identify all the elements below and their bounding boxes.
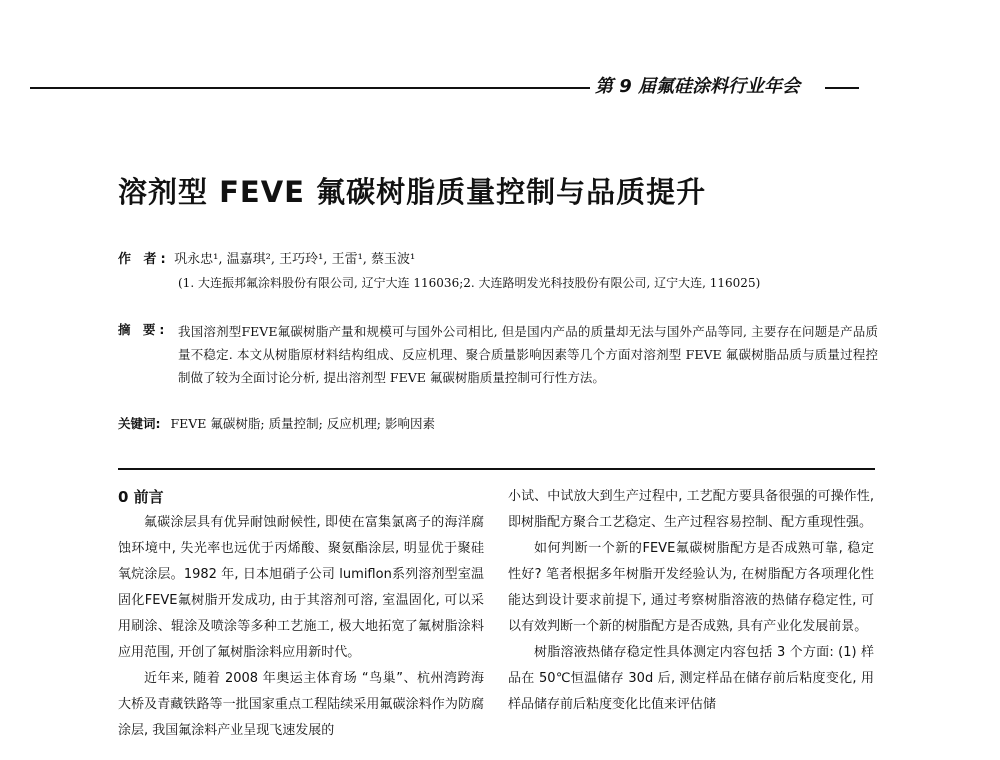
- body-paragraph: 氟碳涂层具有优异耐蚀耐候性, 即使在富集氯离子的海洋腐蚀环境中, 失光率也远优于丙烯酸、聚氨酯涂层, 明显优于聚硅氧烷涂层。1982 年, 日本旭硝子公司 lumiflon系列溶剂型室温固化FEVE氟树脂开发成功, 由于其溶剂可溶, 室温固化, 可以采用刷涂、辊涂及喷涂等多种工艺施工, 极大地拓宽了氟树脂涂料应用范围, 开创了氟树脂涂料应用新时代。: [118, 515, 484, 660]
- authors-label: 作 者:: [118, 252, 170, 267]
- keywords-label: 关键词:: [118, 416, 161, 431]
- body-paragraph: 近年来, 随着 2008 年奥运主体育场 “鸟巢”、杭州湾跨海大桥及青藏铁路等一批国家重点工程陆续采用氟碳涂料作为防腐涂层, 我国氟涂料产业呈现飞速发展的: [118, 671, 484, 738]
- author-names: 巩永忠¹, 温嘉琪², 王巧玲¹, 王雷¹, 蔡玉波¹: [174, 252, 416, 267]
- body-column-left: [118, 484, 484, 744]
- affiliations: (1. 大连振邦氟涂料股份有限公司, 辽宁大连 116036;2. 大连路明发光科技股份有限公司, 辽宁大连, 116025): [178, 276, 761, 290]
- section-divider: [118, 468, 875, 470]
- keywords: [118, 414, 435, 432]
- running-head-text: 第 9 届氟硅涂料行业年会: [595, 76, 801, 97]
- section-heading: 0 前言: [118, 488, 164, 506]
- running-head-tail-rule: [825, 87, 859, 89]
- body-paragraph: 如何判断一个新的FEVE氟碳树脂配方是否成熟可靠, 稳定性好? 笔者根据多年树脂开发经验认为, 在树脂配方各项理化性能达到设计要求前提下, 通过考察树脂溶液的热储存稳定性, 可以有效判断一个新的树脂配方是否成熟, 具有产业化发展前景。: [508, 541, 874, 634]
- paper-title: 溶剂型 FEVE 氟碳树脂质量控制与品质提升: [118, 175, 707, 209]
- body-column-right: [508, 484, 874, 718]
- authors-line: [118, 248, 415, 267]
- abstract: [118, 320, 878, 389]
- body-paragraph: 小试、中试放大到生产过程中, 工艺配方要具备很强的可操作性, 即树脂配方聚合工艺稳定、生产过程容易控制、配方重现性强。: [508, 489, 874, 530]
- running-head: [30, 70, 830, 98]
- running-head-rule: [30, 87, 590, 89]
- abstract-label: 摘 要:: [118, 322, 169, 337]
- abstract-text: 我国溶剂型FEVE氟碳树脂产量和规模可与国外公司相比, 但是国内产品的质量却无法与国外产品等同, 主要存在问题是产品质量不稳定. 本文从树脂原材料结构组成、反应机理、聚合质量影响因素等几个方面对溶剂型 FEVE 氟碳树脂品质与质量过程控制做了较为全面讨论分析, 提出溶剂型 FEVE 氟碳树脂质量控制可行性方法。: [178, 324, 878, 385]
- keywords-text: FEVE 氟碳树脂; 质量控制; 反应机理; 影响因素: [170, 416, 435, 431]
- body-paragraph: 树脂溶液热储存稳定性具体测定内容包括 3 个方面: (1) 样品在 50℃恒温储存 30d 后, 测定样品在储存前后粘度变化, 用样品储存前后粘度变化比值来评估储: [508, 645, 874, 712]
